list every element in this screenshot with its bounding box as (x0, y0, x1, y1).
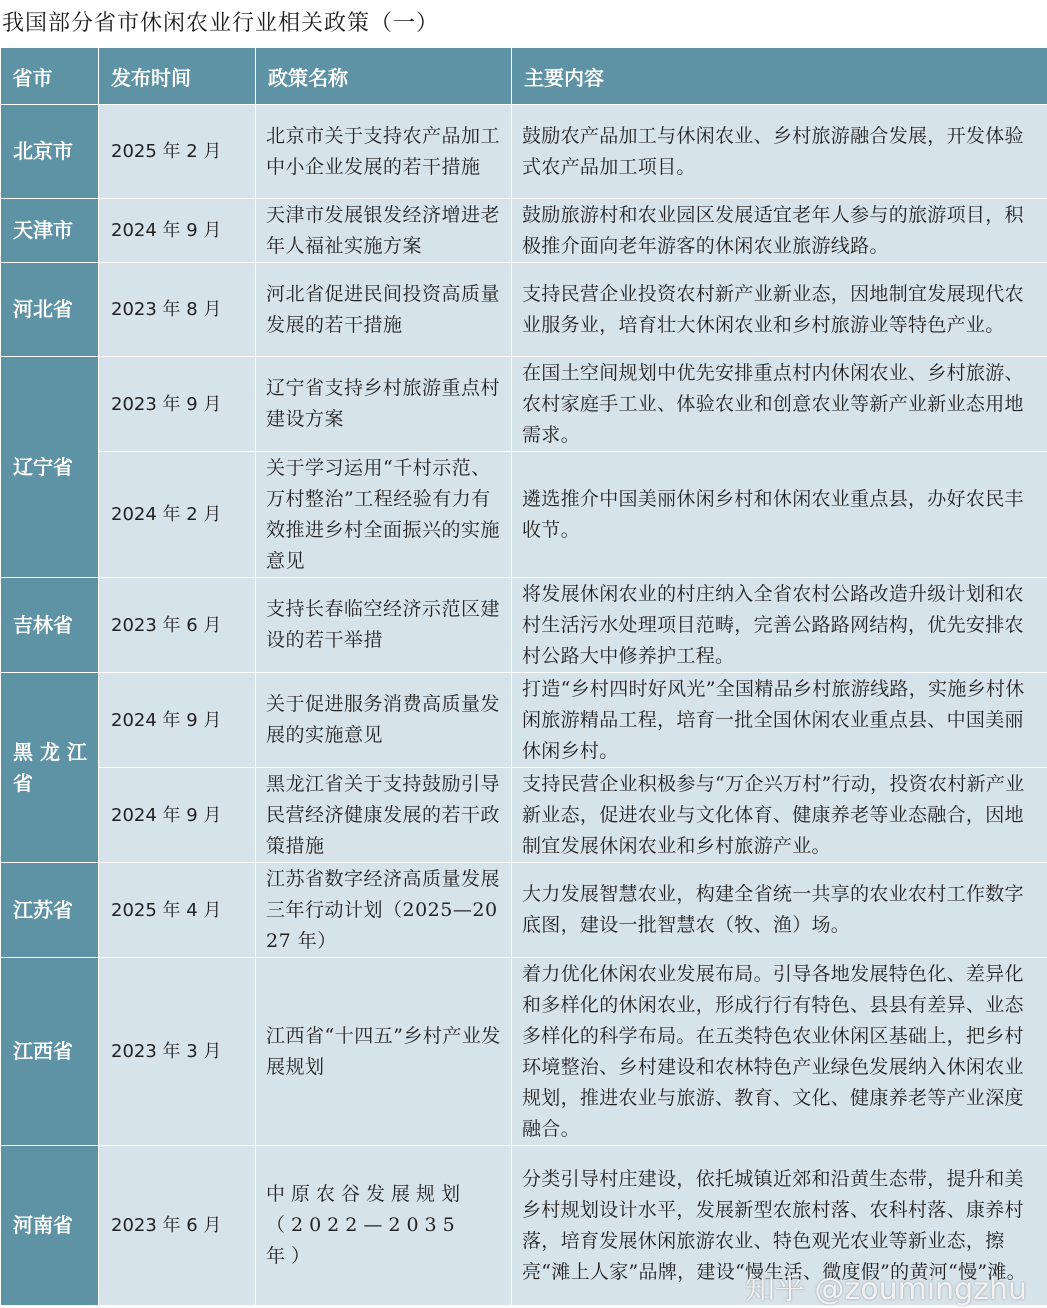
policy-name-cell: 北京市关于支持农产品加工中小企业发展的若干措施 (256, 105, 512, 199)
policy-name-cell: 关于学习运用“千村示范、万村整治”工程经验有力有效推进乡村全面振兴的实施意见 (256, 452, 512, 578)
date-cell: 2023 年 3 月 (99, 958, 256, 1146)
table-row (1, 105, 1047, 199)
date-cell: 2023 年 6 月 (99, 578, 256, 673)
table-row (1, 199, 1047, 263)
content-cell: 鼓励旅游村和农业园区发展适宜老年人参与的旅游项目，积极推介面向老年游客的休闲农业旅游线路。 (512, 199, 1047, 263)
province-cell: 河北省 (1, 263, 99, 357)
content-cell: 大力发展智慧农业，构建全省统一共享的农业农村工作数字底图，建设一批智慧农（牧、渔）场。 (512, 863, 1047, 958)
province-cell: 黑 龙 江 省 (1, 673, 99, 863)
date-cell: 2025 年 2 月 (99, 105, 256, 199)
policy-name-cell: 辽宁省支持乡村旅游重点村建设方案 (256, 357, 512, 452)
date-cell: 2023 年 6 月 (99, 1146, 256, 1306)
province-cell: 江苏省 (1, 863, 99, 958)
content-cell: 在国土空间规划中优先安排重点村内休闲农业、乡村旅游、农村家庭手工业、体验农业和创意农业等新产业新业态用地需求。 (512, 357, 1047, 452)
watermark: 知乎 @zoumingzhu (745, 1264, 1027, 1308)
table-row (1, 263, 1047, 357)
table-row (1, 578, 1047, 673)
policy-name-cell: 江西省“十四五”乡村产业发展规划 (256, 958, 512, 1146)
content-cell: 鼓励农产品加工与休闲农业、乡村旅游融合发展，开发体验式农产品加工项目。 (512, 105, 1047, 199)
header-date: 发布时间 (99, 48, 256, 105)
policy-name-cell: 中原农谷发展规划（2022—2035 年） (256, 1146, 512, 1306)
policy-name-cell: 支持长春临空经济示范区建设的若干举措 (256, 578, 512, 673)
province-cell: 江西省 (1, 958, 99, 1146)
policy-name-cell: 黑龙江省关于支持鼓励引导民营经济健康发展的若干政策措施 (256, 768, 512, 863)
header-policy-name: 政策名称 (256, 48, 512, 105)
policy-name-cell: 河北省促进民间投资高质量发展的若干措施 (256, 263, 512, 357)
policy-name-cell: 关于促进服务消费高质量发展的实施意见 (256, 673, 512, 768)
table-row (1, 452, 1047, 578)
table-row (1, 768, 1047, 863)
content-cell: 打造“乡村四时好风光”全国精品乡村旅游线路，实施乡村休闲旅游精品工程，培育一批全国休闲农业重点县、中国美丽休闲乡村。 (512, 673, 1047, 768)
date-cell: 2024 年 9 月 (99, 199, 256, 263)
date-cell: 2024 年 9 月 (99, 673, 256, 768)
province-cell: 河南省 (1, 1146, 99, 1306)
content-cell: 分类引导村庄建设，依托城镇近郊和沿黄生态带，提升和美乡村规划设计水平，发展新型农旅村落、农科村落、康养村落，培育发展休闲旅游农业、特色观光农业等新业态，擦亮“滩上人家”品牌，建设“慢生活、微度假”的黄河“慢”滩。 (512, 1146, 1047, 1306)
policy-table (0, 48, 1047, 1306)
date-cell: 2023 年 8 月 (99, 263, 256, 357)
header-province: 省市 (1, 48, 99, 105)
province-cell: 辽宁省 (1, 357, 99, 578)
province-cell: 北京市 (1, 105, 99, 199)
date-cell: 2024 年 9 月 (99, 768, 256, 863)
content-cell: 将发展休闲农业的村庄纳入全省农村公路改造升级计划和农村生活污水处理项目范畴，完善公路路网结构，优先安排农村公路大中修养护工程。 (512, 578, 1047, 673)
header-content: 主要内容 (512, 48, 1047, 105)
date-cell: 2024 年 2 月 (99, 452, 256, 578)
policy-name-cell: 天津市发展银发经济增进老年人福祉实施方案 (256, 199, 512, 263)
table-row (1, 357, 1047, 452)
content-cell: 支持民营企业投资农村新产业新业态，因地制宜发展现代农业服务业，培育壮大休闲农业和乡村旅游业等特色产业。 (512, 263, 1047, 357)
table-row (1, 958, 1047, 1146)
table-header-row (1, 48, 1047, 105)
page-title: 我国部分省市休闲农业行业相关政策（一） (2, 6, 439, 37)
content-cell: 着力优化休闲农业发展布局。引导各地发展特色化、差异化和多样化的休闲农业，形成行行有特色、县县有差异、业态多样化的科学布局。在五类特色农业休闲区基础上，把乡村环境整治、乡村建设和农林特色产业绿色发展纳入休闲农业规划，推进农业与旅游、教育、文化、健康养老等产业深度融合。 (512, 958, 1047, 1146)
content-cell: 支持民营企业积极参与“万企兴万村”行动，投资农村新产业新业态，促进农业与文化体育、健康养老等业态融合，因地制宜发展休闲农业和乡村旅游产业。 (512, 768, 1047, 863)
table-row (1, 863, 1047, 958)
date-cell: 2025 年 4 月 (99, 863, 256, 958)
content-cell: 遴选推介中国美丽休闲乡村和休闲农业重点县，办好农民丰收节。 (512, 452, 1047, 578)
table-row (1, 673, 1047, 768)
province-cell: 天津市 (1, 199, 99, 263)
policy-name-cell: 江苏省数字经济高质量发展三年行动计划（2025—2027 年） (256, 863, 512, 958)
province-cell: 吉林省 (1, 578, 99, 673)
date-cell: 2023 年 9 月 (99, 357, 256, 452)
